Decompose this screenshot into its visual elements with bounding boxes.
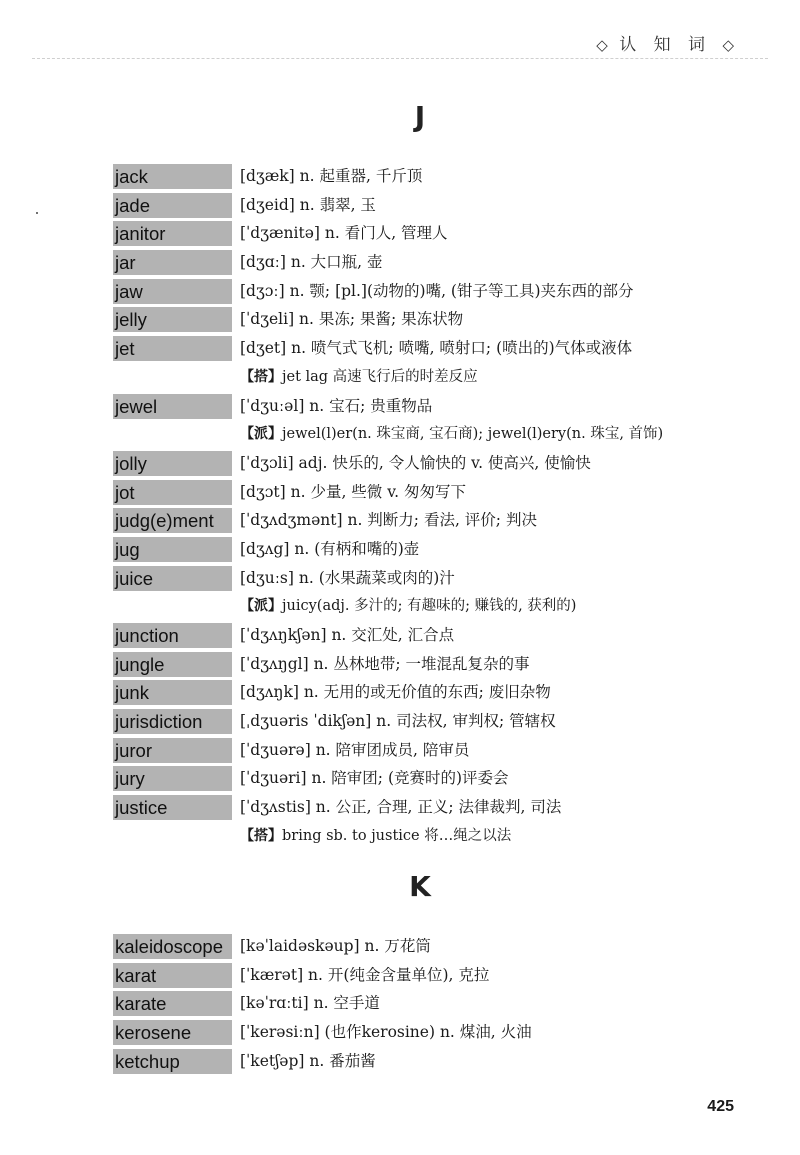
entry-row	[113, 650, 733, 679]
entry-headword: jug	[113, 537, 232, 562]
entry-row	[113, 564, 733, 593]
entry-headword: kerosene	[113, 1020, 232, 1045]
entry-definition: [kəˈlaidəskəup] n. 万花筒	[240, 937, 431, 955]
entry-definition: [dʒet] n. 喷气式飞机; 喷嘴, 喷射口; (喷出的)气体或液体	[240, 339, 633, 358]
entry-definition: [ˈdʒʌdʒmənt] n. 判断力; 看法, 评价; 判决	[240, 511, 537, 530]
margin-mark	[36, 212, 38, 214]
entry-definition: [ˈdʒɔli] adj. 快乐的, 令人愉快的 v. 使高兴, 使愉快	[240, 453, 591, 472]
subnote-text: jet lag 高速飞行后的时差反应	[282, 368, 478, 385]
entry-definition: [ˈketʃəp] n. 番茄酱	[240, 1051, 376, 1070]
entry-row	[113, 219, 733, 248]
entry-headword: junk	[113, 680, 232, 705]
subnote-tag: 【派】	[240, 426, 282, 443]
entry-row	[113, 989, 733, 1018]
entry-row	[113, 1047, 733, 1076]
entry-headword: jungle	[113, 652, 232, 677]
entry-row	[113, 535, 733, 564]
entry-row	[113, 248, 733, 277]
entry-row	[113, 191, 733, 220]
entry-definition: [ˈdʒuːəl] n. 宝石; 贵重物品	[240, 396, 433, 415]
entry-headword: jack	[113, 164, 232, 189]
entry-subnote	[113, 822, 733, 851]
entry-headword: jade	[113, 193, 232, 218]
page-number: 425	[707, 1098, 734, 1115]
header-title: 认 知 词	[619, 35, 712, 55]
subnote-text: jewel(l)er(n. 珠宝商, 宝石商); jewel(l)ery(n. 珠宝, 首饰)	[282, 426, 664, 443]
entry-headword: jaw	[113, 279, 232, 304]
entry-row	[113, 678, 733, 707]
entry-definition: [dʒʌg] n. (有柄和嘴的)壶	[240, 539, 420, 558]
entry-headword: jurisdiction	[113, 709, 232, 734]
page-header	[596, 30, 734, 55]
entry-headword: justice	[113, 795, 232, 820]
entry-definition: [ˈkerəsiːn] (也作kerosine) n. 煤油, 火油	[240, 1023, 532, 1042]
entry-definition: [ˈdʒʌŋkʃən] n. 交汇处, 汇合点	[240, 626, 455, 644]
entry-definition: [ˈdʒʌstis] n. 公正, 合理, 正义; 法律裁判, 司法	[240, 798, 562, 817]
entry-headword: karate	[113, 991, 232, 1016]
entry-row	[113, 793, 733, 822]
subnote-tag: 【搭】	[240, 827, 282, 844]
entry-definition: [kəˈrɑːti] n. 空手道	[240, 994, 380, 1013]
entry-headword: jury	[113, 766, 232, 791]
entry-list-j	[113, 162, 733, 851]
diamond-outline-icon: ◇	[596, 36, 608, 54]
entry-headword: juice	[113, 566, 232, 591]
entry-definition: [dʒuːs] n. (水果蔬菜或肉的)汁	[240, 568, 455, 587]
header-divider	[32, 58, 768, 59]
entry-headword: kaleidoscope	[113, 934, 232, 959]
subnote-tag: 【派】	[240, 598, 282, 615]
entry-row	[113, 961, 733, 990]
entry-row	[113, 736, 733, 765]
entry-row	[113, 707, 733, 736]
entry-row	[113, 277, 733, 306]
entry-row	[113, 506, 733, 535]
entry-row	[113, 478, 733, 507]
entry-row	[113, 621, 733, 650]
entry-definition: [ˈdʒeli] n. 果冻; 果酱; 果冻状物	[240, 310, 464, 329]
entry-headword: jewel	[113, 394, 232, 419]
entry-definition: [ˈdʒuəri] n. 陪审团; (竞赛时的)评委会	[240, 769, 509, 788]
entry-definition: [ˈdʒænitə] n. 看门人, 管理人	[240, 224, 448, 243]
entry-definition: [ˈdʒuərə] n. 陪审团成员, 陪审员	[240, 740, 470, 759]
entry-subnote	[113, 363, 733, 392]
entry-definition: [dʒɔː] n. 颚; [pl.](动物的)嘴, (钳子等工具)夹东西的部分	[240, 281, 634, 300]
entry-definition: [dʒɑː] n. 大口瓶, 壶	[240, 253, 383, 272]
entry-headword: juror	[113, 738, 232, 763]
section-letter-j: J	[414, 100, 426, 133]
entry-headword: ketchup	[113, 1049, 232, 1074]
entry-subnote	[113, 420, 733, 449]
entry-definition: [ˈkærət] n. 开(纯金含量单位), 克拉	[240, 965, 490, 984]
section-letter-k: K	[409, 870, 431, 903]
entry-definition: [dʒeid] n. 翡翠, 玉	[240, 195, 376, 214]
entry-headword: jot	[113, 480, 232, 505]
entry-row	[113, 932, 733, 961]
entry-row	[113, 334, 733, 363]
entry-subnote	[113, 592, 733, 621]
entry-definition: [ˈdʒʌŋgl] n. 丛林地带; 一堆混乱复杂的事	[240, 654, 530, 673]
entry-headword: judg(e)ment	[113, 508, 232, 533]
entry-row	[113, 305, 733, 334]
entry-definition: [dʒʌŋk] n. 无用的或无价值的东西; 废旧杂物	[240, 683, 551, 702]
subnote-text: bring sb. to justice 将…绳之以法	[282, 827, 512, 844]
entry-headword: junction	[113, 623, 232, 648]
entry-headword: jar	[113, 250, 232, 275]
entry-headword: janitor	[113, 221, 232, 246]
entry-row	[113, 1018, 733, 1047]
subnote-tag: 【搭】	[240, 368, 282, 385]
entry-list-k	[113, 932, 733, 1075]
entry-definition: [dʒæk] n. 起重器, 千斤顶	[240, 167, 423, 185]
entry-row	[113, 764, 733, 793]
entry-definition: [dʒɔt] n. 少量, 些微 v. 匆匆写下	[240, 482, 466, 501]
entry-headword: jelly	[113, 307, 232, 332]
entry-row	[113, 449, 733, 478]
diamond-outline-icon: ◇	[722, 36, 734, 54]
entry-row	[113, 162, 733, 191]
entry-headword: jet	[113, 336, 232, 361]
entry-headword: karat	[113, 963, 232, 988]
subnote-text: juicy(adj. 多汁的; 有趣味的; 赚钱的, 获利的)	[282, 598, 577, 615]
entry-row	[113, 392, 733, 421]
entry-headword: jolly	[113, 451, 232, 476]
entry-definition: [ˌdʒuəris ˈdikʃən] n. 司法权, 审判权; 管辖权	[240, 712, 556, 731]
